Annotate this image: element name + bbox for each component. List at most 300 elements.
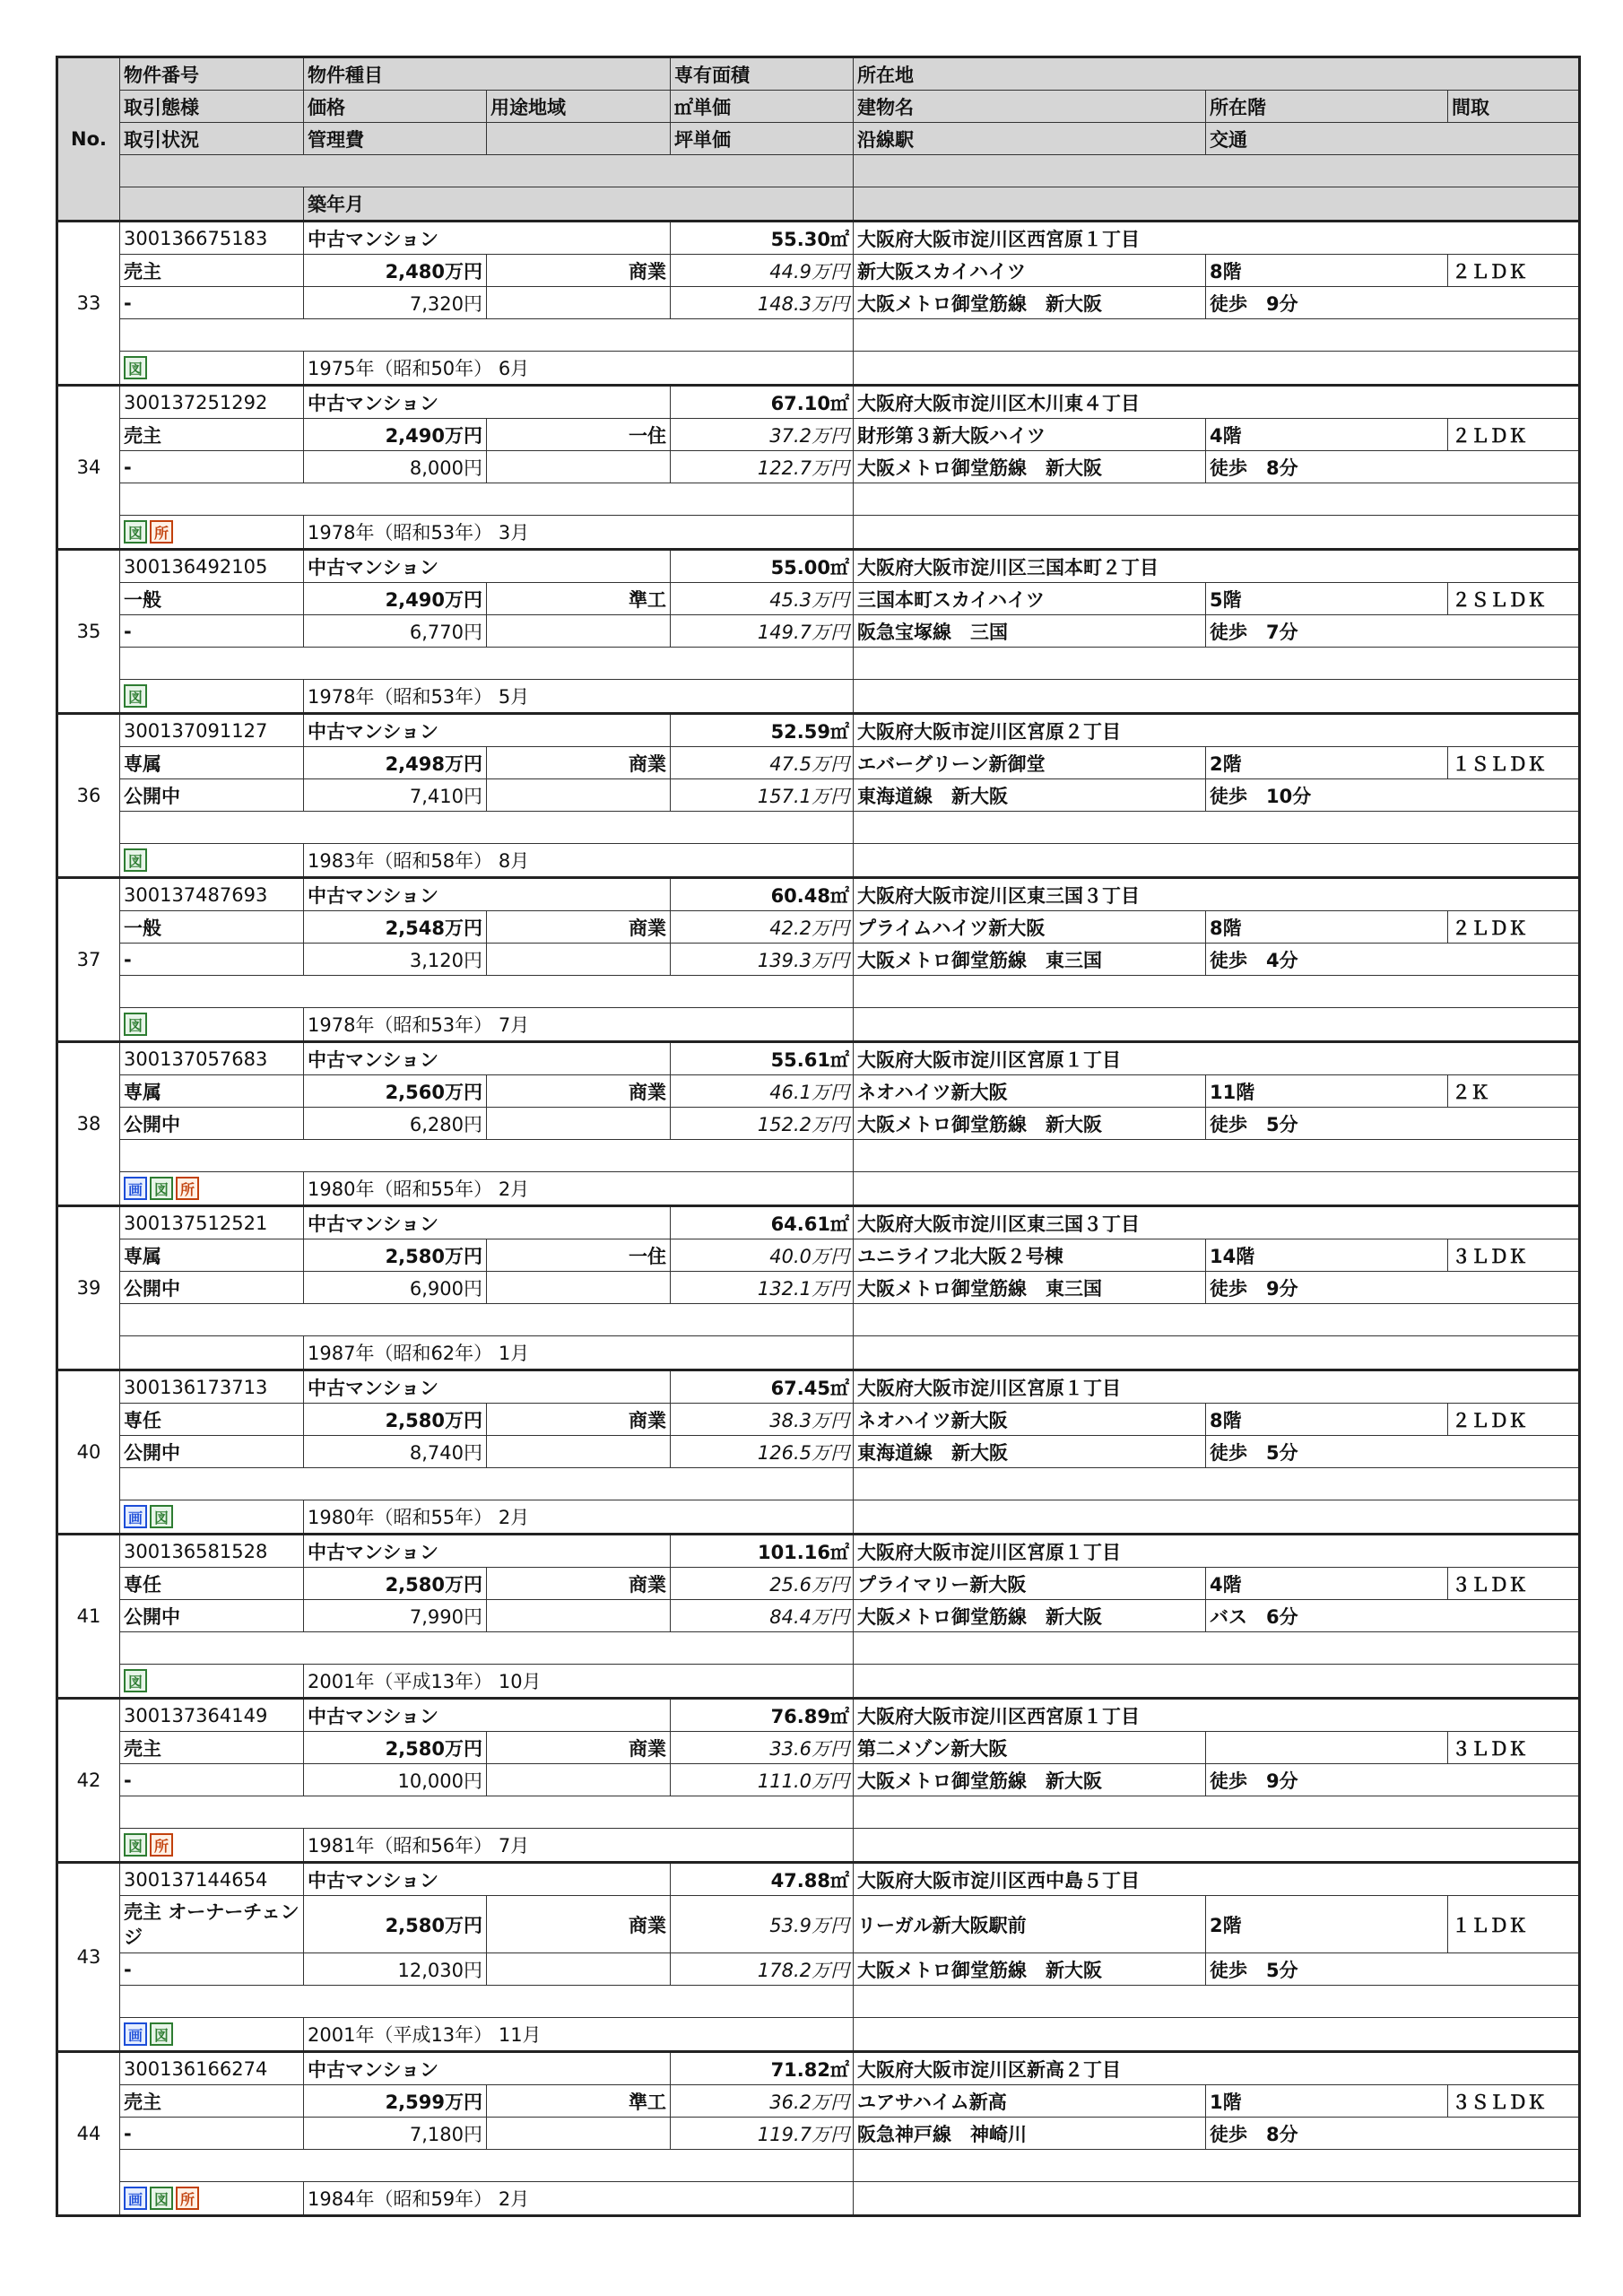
blank-row-right: [853, 2150, 1578, 2182]
floor: [1205, 1732, 1447, 1764]
layout: ２ＬＤＫ: [1447, 1404, 1578, 1436]
location-badge: 所: [176, 1177, 199, 1200]
building-name: ユニライフ北大阪２号棟: [853, 1239, 1205, 1272]
address: 大阪府大阪市淀川区宮原１丁目: [853, 1043, 1578, 1075]
price: 2,480万円: [303, 255, 486, 287]
floorplan-badge: 図: [124, 1833, 147, 1857]
record: [58, 1535, 1578, 1700]
building-name: リーガル新大阪駅前: [853, 1896, 1205, 1953]
zoning: 商業: [486, 1732, 670, 1764]
access: 徒歩 8分: [1205, 2118, 1578, 2150]
zoning: 一住: [486, 419, 670, 451]
property-id: 300136492105: [119, 551, 303, 583]
badges: [119, 844, 303, 876]
badges: [119, 352, 303, 384]
building-name: ネオハイツ新大阪: [853, 1075, 1205, 1108]
address: 大阪府大阪市淀川区東三国３丁目: [853, 1207, 1578, 1239]
blank-row: [119, 1986, 853, 2018]
station: 大阪メトロ御堂筋線 新大阪: [853, 1764, 1205, 1796]
zoning: 商業: [486, 747, 670, 779]
blank-row-right: [853, 1468, 1578, 1500]
record: [58, 2053, 1578, 2214]
property-type: 中古マンション: [303, 387, 670, 419]
floor: 5階: [1205, 583, 1447, 615]
blank: [486, 944, 670, 976]
price: 2,498万円: [303, 747, 486, 779]
floor: 8階: [1205, 911, 1447, 944]
trade-mode: 売主 オーナーチェンジ: [119, 1896, 303, 1953]
image-badge: 画: [124, 2022, 147, 2046]
sqm-price: 38.3万円: [670, 1404, 853, 1436]
trade-mode: 専属: [119, 1075, 303, 1108]
zoning: 商業: [486, 1568, 670, 1600]
blank: [486, 1600, 670, 1632]
header-zoning: 用途地域: [486, 91, 670, 123]
address: 大阪府大阪市淀川区宮原１丁目: [853, 1535, 1578, 1568]
built-date: 1984年（昭和59年） 2月: [303, 2182, 853, 2214]
property-type: 中古マンション: [303, 1700, 670, 1732]
address: 大阪府大阪市淀川区宮原２丁目: [853, 715, 1578, 747]
property-type: 中古マンション: [303, 1371, 670, 1404]
floorplan-badge: 図: [124, 1669, 147, 1692]
header-blank: [486, 123, 670, 155]
station: 大阪メトロ御堂筋線 新大阪: [853, 1108, 1205, 1140]
property-id: 300137057683: [119, 1043, 303, 1075]
address: 大阪府大阪市淀川区宮原１丁目: [853, 1371, 1578, 1404]
blank-row: [119, 2150, 853, 2182]
access: 徒歩 4分: [1205, 944, 1578, 976]
blank-right: [853, 2018, 1578, 2050]
blank-row-right: [853, 648, 1578, 680]
sqm-price: 46.1万円: [670, 1075, 853, 1108]
building-name: 財形第３新大阪ハイツ: [853, 419, 1205, 451]
records: [58, 222, 1578, 2214]
area: 52.59㎡: [670, 715, 853, 747]
price: 2,490万円: [303, 583, 486, 615]
address: 大阪府大阪市淀川区三国本町２丁目: [853, 551, 1578, 583]
floorplan-badge: 図: [124, 848, 147, 872]
blank-right: [853, 2182, 1578, 2214]
tsubo-price: 152.2万円: [670, 1108, 853, 1140]
blank-right: [853, 1665, 1578, 1697]
price: 2,490万円: [303, 419, 486, 451]
layout: １ＳＬＤＫ: [1447, 747, 1578, 779]
property-type: 中古マンション: [303, 1207, 670, 1239]
badges: [119, 1500, 303, 1533]
floor: 8階: [1205, 255, 1447, 287]
floorplan-badge: 図: [124, 356, 147, 379]
sqm-price: 36.2万円: [670, 2085, 853, 2118]
blank-row-right: [853, 1986, 1578, 2018]
floorplan-badge: 図: [150, 1505, 173, 1528]
trade-mode: 専属: [119, 747, 303, 779]
area: 47.88㎡: [670, 1864, 853, 1896]
record: [58, 551, 1578, 715]
status: -: [119, 287, 303, 319]
access: 徒歩 5分: [1205, 1108, 1578, 1140]
price: 2,580万円: [303, 1732, 486, 1764]
building-name: 第二メゾン新大阪: [853, 1732, 1205, 1764]
area: 55.30㎡: [670, 222, 853, 255]
trade-mode: 売主: [119, 255, 303, 287]
zoning: 準工: [486, 583, 670, 615]
building-name: 新大阪スカイハイツ: [853, 255, 1205, 287]
zoning: 一住: [486, 1239, 670, 1272]
building-name: プライマリー新大阪: [853, 1568, 1205, 1600]
location-badge: 所: [176, 2187, 199, 2210]
built-date: 2001年（平成13年） 11月: [303, 2018, 853, 2050]
tsubo-price: 119.7万円: [670, 2118, 853, 2150]
management-fee: 6,770円: [303, 615, 486, 648]
header-fee: 管理費: [303, 123, 486, 155]
property-id: 300137091127: [119, 715, 303, 747]
station: 大阪メトロ御堂筋線 新大阪: [853, 287, 1205, 319]
zoning: 準工: [486, 2085, 670, 2118]
header-tsubo-price: 坪単価: [670, 123, 853, 155]
location-badge: 所: [150, 520, 173, 544]
status: -: [119, 451, 303, 483]
management-fee: 10,000円: [303, 1764, 486, 1796]
floorplan-badge: 図: [150, 2022, 173, 2046]
built-date: 1975年（昭和50年） 6月: [303, 352, 853, 384]
record-no: 42: [76, 1770, 101, 1791]
station: 大阪メトロ御堂筋線 新大阪: [853, 451, 1205, 483]
property-id: 300136166274: [119, 2053, 303, 2085]
tsubo-price: 178.2万円: [670, 1953, 853, 1986]
management-fee: 3,120円: [303, 944, 486, 976]
price: 2,580万円: [303, 1404, 486, 1436]
floor: 2階: [1205, 1896, 1447, 1953]
record-no: 41: [76, 1605, 101, 1627]
layout: ２ＬＤＫ: [1447, 255, 1578, 287]
header-layout: 間取: [1447, 91, 1578, 123]
layout: ３ＳＬＤＫ: [1447, 2085, 1578, 2118]
access: 徒歩 5分: [1205, 1436, 1578, 1468]
blank-right: [853, 1829, 1578, 1861]
layout: ３ＬＤＫ: [1447, 1732, 1578, 1764]
record: [58, 1864, 1578, 2053]
station: 東海道線 新大阪: [853, 1436, 1205, 1468]
tsubo-price: 139.3万円: [670, 944, 853, 976]
blank-right: [853, 516, 1578, 548]
building-name: 三国本町スカイハイツ: [853, 583, 1205, 615]
property-type: 中古マンション: [303, 1864, 670, 1896]
badges: [119, 1829, 303, 1861]
blank: [486, 615, 670, 648]
status: -: [119, 2118, 303, 2150]
trade-mode: 専任: [119, 1568, 303, 1600]
price: 2,548万円: [303, 911, 486, 944]
header-access: 交通: [1205, 123, 1578, 155]
station: 大阪メトロ御堂筋線 東三国: [853, 944, 1205, 976]
blank-row-right: [853, 483, 1578, 516]
floor: 1階: [1205, 2085, 1447, 2118]
blank-row: [119, 1140, 853, 1172]
floor: 11階: [1205, 1075, 1447, 1108]
access: 徒歩 9分: [1205, 287, 1578, 319]
access: 徒歩 9分: [1205, 1764, 1578, 1796]
tsubo-price: 149.7万円: [670, 615, 853, 648]
property-type: 中古マンション: [303, 222, 670, 255]
station: 大阪メトロ御堂筋線 新大阪: [853, 1600, 1205, 1632]
record-no: 33: [76, 292, 101, 314]
floorplan-badge: 図: [124, 684, 147, 708]
floor: 4階: [1205, 1568, 1447, 1600]
price: 2,599万円: [303, 2085, 486, 2118]
property-id: 300137251292: [119, 387, 303, 419]
status: 公開中: [119, 1600, 303, 1632]
layout: ３ＬＤＫ: [1447, 1239, 1578, 1272]
built-date: 1978年（昭和53年） 5月: [303, 680, 853, 712]
area: 71.82㎡: [670, 2053, 853, 2085]
record: [58, 1700, 1578, 1864]
header-blank-cell: [119, 187, 303, 220]
property-id: 300136173713: [119, 1371, 303, 1404]
property-list-table: [56, 56, 1581, 2217]
access: バス 6分: [1205, 1600, 1578, 1632]
price: 2,580万円: [303, 1896, 486, 1953]
built-date: 1987年（昭和62年） 1月: [303, 1336, 853, 1369]
zoning: 商業: [486, 1075, 670, 1108]
management-fee: 7,320円: [303, 287, 486, 319]
address: 大阪府大阪市淀川区西宮原１丁目: [853, 222, 1578, 255]
station: 東海道線 新大阪: [853, 779, 1205, 812]
blank-row-right: [853, 319, 1578, 352]
floor: 14階: [1205, 1239, 1447, 1272]
layout: ３ＬＤＫ: [1447, 1568, 1578, 1600]
sqm-price: 44.9万円: [670, 255, 853, 287]
floorplan-badge: 図: [150, 2187, 173, 2210]
header-built: 築年月: [303, 187, 853, 220]
header-trade-mode: 取引態様: [119, 91, 303, 123]
price: 2,580万円: [303, 1568, 486, 1600]
access: 徒歩 7分: [1205, 615, 1578, 648]
floorplan-badge: 図: [124, 1013, 147, 1036]
record-no: 36: [76, 785, 101, 806]
status: 公開中: [119, 779, 303, 812]
layout: ２ＳＬＤＫ: [1447, 583, 1578, 615]
image-badge: 画: [124, 1177, 147, 1200]
header-floor: 所在階: [1205, 91, 1447, 123]
record-no: 34: [76, 457, 101, 478]
record-no: 37: [76, 949, 101, 970]
property-id: 300137144654: [119, 1864, 303, 1896]
header-sqm-price: ㎡単価: [670, 91, 853, 123]
management-fee: 12,030円: [303, 1953, 486, 1986]
property-id: 300137364149: [119, 1700, 303, 1732]
built-date: 1980年（昭和55年） 2月: [303, 1500, 853, 1533]
blank: [486, 287, 670, 319]
sqm-price: 42.2万円: [670, 911, 853, 944]
floorplan-badge: 図: [150, 1177, 173, 1200]
station: 大阪メトロ御堂筋線 東三国: [853, 1272, 1205, 1304]
blank: [486, 779, 670, 812]
sqm-price: 37.2万円: [670, 419, 853, 451]
header-blank-right: [853, 187, 1578, 220]
access: 徒歩 8分: [1205, 451, 1578, 483]
record-no: 44: [76, 2123, 101, 2144]
address: 大阪府大阪市淀川区新高２丁目: [853, 2053, 1578, 2085]
tsubo-price: 157.1万円: [670, 779, 853, 812]
trade-mode: 売主: [119, 1732, 303, 1764]
header-property-id: 物件番号: [119, 58, 303, 91]
record-no: 38: [76, 1113, 101, 1135]
blank-row-right: [853, 976, 1578, 1008]
tsubo-price: 111.0万円: [670, 1764, 853, 1796]
access: 徒歩 9分: [1205, 1272, 1578, 1304]
blank-right: [853, 1336, 1578, 1369]
area: 101.16㎡: [670, 1535, 853, 1568]
table-header: [58, 58, 1578, 222]
blank-row-right: [853, 812, 1578, 844]
management-fee: 6,900円: [303, 1272, 486, 1304]
area: 64.61㎡: [670, 1207, 853, 1239]
blank: [486, 1108, 670, 1140]
header-building: 建物名: [853, 91, 1205, 123]
property-id: 300137512521: [119, 1207, 303, 1239]
status: -: [119, 615, 303, 648]
tsubo-price: 84.4万円: [670, 1600, 853, 1632]
status: -: [119, 1953, 303, 1986]
record: [58, 715, 1578, 879]
layout: ２ＬＤＫ: [1447, 419, 1578, 451]
address: 大阪府大阪市淀川区東三国３丁目: [853, 879, 1578, 911]
property-type: 中古マンション: [303, 1535, 670, 1568]
badges: [119, 516, 303, 548]
access: 徒歩 5分: [1205, 1953, 1578, 1986]
record-no: 40: [76, 1441, 101, 1463]
management-fee: 8,740円: [303, 1436, 486, 1468]
header-status: 取引状況: [119, 123, 303, 155]
blank-row: [119, 483, 853, 516]
trade-mode: 売主: [119, 419, 303, 451]
layout: １ＬＤＫ: [1447, 1896, 1578, 1953]
property-type: 中古マンション: [303, 879, 670, 911]
blank: [486, 1436, 670, 1468]
management-fee: 6,280円: [303, 1108, 486, 1140]
station: 阪急宝塚線 三国: [853, 615, 1205, 648]
built-date: 1980年（昭和55年） 2月: [303, 1172, 853, 1205]
floorplan-badge: 図: [124, 520, 147, 544]
management-fee: 7,410円: [303, 779, 486, 812]
management-fee: 8,000円: [303, 451, 486, 483]
zoning: 商業: [486, 1404, 670, 1436]
badges: [119, 2018, 303, 2050]
blank-row: [119, 1796, 853, 1829]
layout: ２ＬＤＫ: [1447, 911, 1578, 944]
property-type: 中古マンション: [303, 715, 670, 747]
badges: [119, 680, 303, 712]
floor: 4階: [1205, 419, 1447, 451]
price: 2,560万円: [303, 1075, 486, 1108]
property-type: 中古マンション: [303, 1043, 670, 1075]
floor: 8階: [1205, 1404, 1447, 1436]
blank-row: [119, 812, 853, 844]
blank-right: [853, 352, 1578, 384]
trade-mode: 売主: [119, 2085, 303, 2118]
badges: [119, 1172, 303, 1205]
blank: [486, 1272, 670, 1304]
blank-row-right: [853, 1140, 1578, 1172]
area: 60.48㎡: [670, 879, 853, 911]
property-id: 300136581528: [119, 1535, 303, 1568]
record: [58, 1207, 1578, 1371]
sqm-price: 45.3万円: [670, 583, 853, 615]
image-badge: 画: [124, 2187, 147, 2210]
status: 公開中: [119, 1272, 303, 1304]
trade-mode: 専任: [119, 1404, 303, 1436]
area: 55.61㎡: [670, 1043, 853, 1075]
badges: [119, 2182, 303, 2214]
blank-right: [853, 844, 1578, 876]
blank: [486, 1953, 670, 1986]
property-type: 中古マンション: [303, 551, 670, 583]
property-type: 中古マンション: [303, 2053, 670, 2085]
status: 公開中: [119, 1436, 303, 1468]
header-station: 沿線駅: [853, 123, 1205, 155]
building-name: プライムハイツ新大阪: [853, 911, 1205, 944]
property-id: 300136675183: [119, 222, 303, 255]
address: 大阪府大阪市淀川区西宮原１丁目: [853, 1700, 1578, 1732]
badges: [119, 1008, 303, 1040]
record: [58, 879, 1578, 1043]
blank-row: [119, 1468, 853, 1500]
tsubo-price: 122.7万円: [670, 451, 853, 483]
header-blank-row: [119, 155, 853, 187]
sqm-price: 33.6万円: [670, 1732, 853, 1764]
blank-row: [119, 976, 853, 1008]
tsubo-price: 126.5万円: [670, 1436, 853, 1468]
header-no: No.: [71, 128, 107, 150]
blank: [486, 2118, 670, 2150]
floor: 2階: [1205, 747, 1447, 779]
status: -: [119, 944, 303, 976]
blank-right: [853, 1172, 1578, 1205]
address: 大阪府大阪市淀川区木川東４丁目: [853, 387, 1578, 419]
blank-row: [119, 319, 853, 352]
record: [58, 387, 1578, 551]
blank-row-right: [853, 1796, 1578, 1829]
building-name: ネオハイツ新大阪: [853, 1404, 1205, 1436]
tsubo-price: 132.1万円: [670, 1272, 853, 1304]
blank-right: [853, 680, 1578, 712]
record-no: 35: [76, 621, 101, 642]
blank: [486, 451, 670, 483]
station: 大阪メトロ御堂筋線 新大阪: [853, 1953, 1205, 1986]
blank-row-right: [853, 1632, 1578, 1665]
image-badge: 画: [124, 1505, 147, 1528]
blank-row-right: [853, 1304, 1578, 1336]
trade-mode: 一般: [119, 583, 303, 615]
sqm-price: 53.9万円: [670, 1896, 853, 1953]
header-price: 価格: [303, 91, 486, 123]
zoning: 商業: [486, 1896, 670, 1953]
badges: [119, 1336, 303, 1369]
location-badge: 所: [150, 1833, 173, 1857]
building-name: ユアサハイム新高: [853, 2085, 1205, 2118]
built-date: 1983年（昭和58年） 8月: [303, 844, 853, 876]
sqm-price: 40.0万円: [670, 1239, 853, 1272]
built-date: 1981年（昭和56年） 7月: [303, 1829, 853, 1861]
record: [58, 222, 1578, 387]
property-id: 300137487693: [119, 879, 303, 911]
blank-right: [853, 1008, 1578, 1040]
record-no: 39: [76, 1277, 101, 1299]
blank-row: [119, 1304, 853, 1336]
record-no: 43: [76, 1946, 101, 1968]
record: [58, 1043, 1578, 1207]
area: 55.00㎡: [670, 551, 853, 583]
